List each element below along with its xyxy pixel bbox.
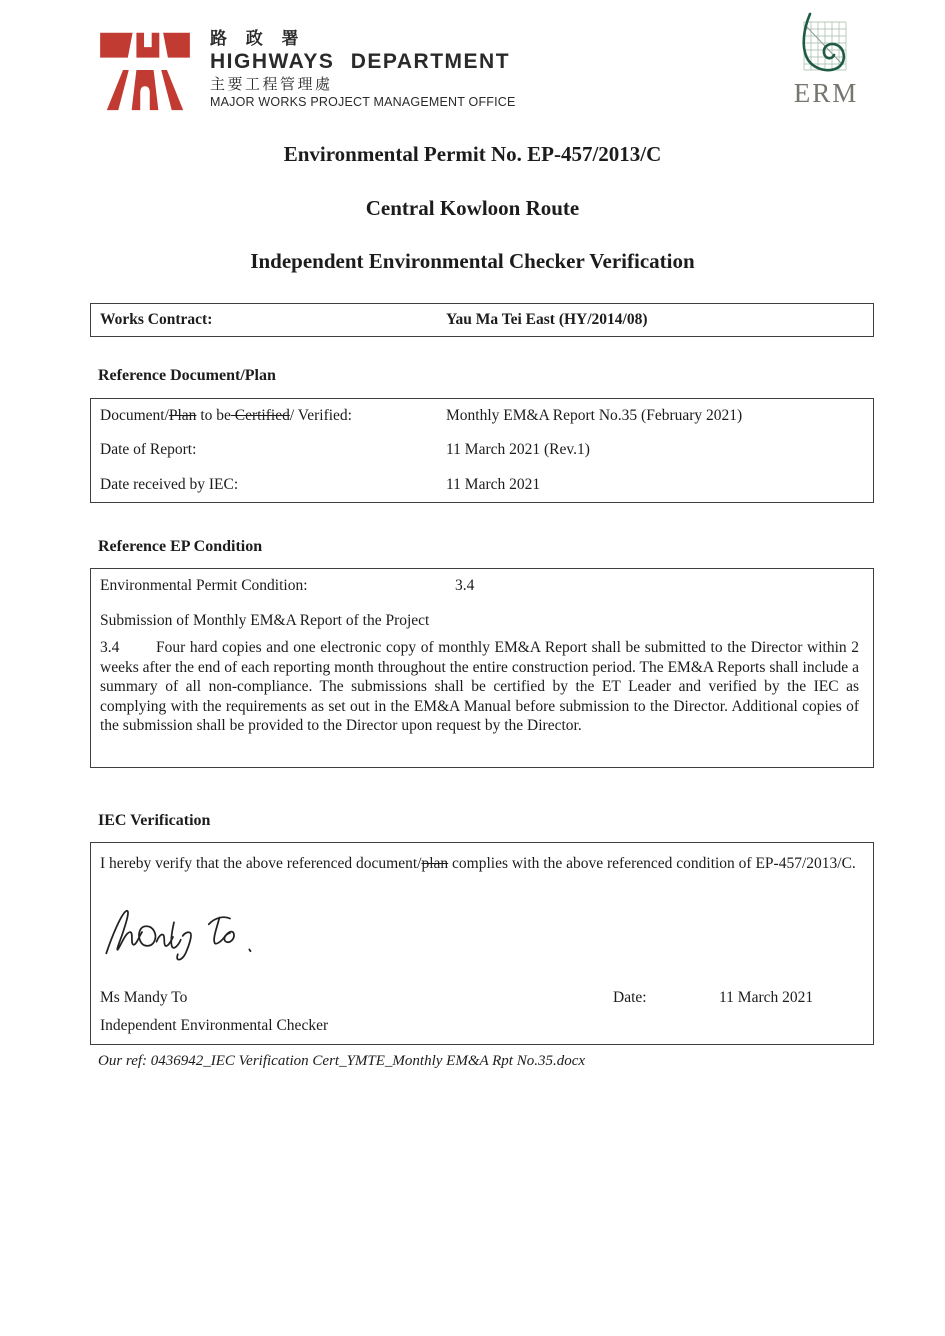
reference-ep-condition-heading: Reference EP Condition <box>98 538 263 555</box>
department-name-chinese: 路 政 署 <box>210 29 306 48</box>
struck-text-segment: Plan <box>168 407 197 425</box>
document-type-title: Independent Environmental Checker Verification <box>250 249 695 273</box>
permit-number-title: Environmental Permit No. EP-457/2013/C <box>283 142 662 166</box>
ep-condition-clause <box>100 638 859 736</box>
signature-image <box>101 905 273 963</box>
iec-verification-heading: IEC Verification <box>98 812 211 829</box>
signatory-role: Independent Environmental Checker <box>100 1017 329 1034</box>
text-segment: Document/ <box>100 407 169 425</box>
document-to-be-verified-label <box>100 407 352 425</box>
date-of-report-label: Date of Report: <box>100 441 197 459</box>
reference-document-table <box>90 398 874 503</box>
date-received-value: 11 March 2021 <box>446 475 541 493</box>
clause-number: 3.4 <box>100 639 120 656</box>
department-name-english: HIGHWAYS DEPARTMENT <box>210 50 511 73</box>
text-segment: to be <box>196 407 231 425</box>
works-contract-row <box>91 304 873 336</box>
text-segment: / Verified: <box>289 407 352 425</box>
ep-condition-subject: Submission of Monthly EM&A Report of the Project <box>100 612 430 629</box>
table-row <box>100 577 859 597</box>
header-department-text <box>210 29 516 111</box>
date-value: 11 March 2021 <box>719 989 814 1006</box>
office-name-chinese: 主要工程管理處 <box>210 76 333 93</box>
iec-verification-box <box>90 842 874 1045</box>
works-contract-value: Yau Ma Tei East (HY/2014/08) <box>446 311 648 328</box>
text-segment: I hereby verify that the above referenced document/ <box>100 855 422 872</box>
works-contract-label: Works Contract: <box>100 311 213 328</box>
date-label: Date: <box>613 989 647 1006</box>
highways-department-logo-icon <box>95 28 195 112</box>
signatory-name: Ms Mandy To <box>100 989 188 1006</box>
date-of-report-value: 11 March 2021 (Rev.1) <box>446 441 590 459</box>
document-to-be-verified-value: Monthly EM&A Report No.35 (February 2021) <box>446 407 743 425</box>
ep-condition-label: Environmental Permit Condition: <box>100 577 308 594</box>
ep-condition-table <box>90 568 874 768</box>
table-row <box>91 399 873 433</box>
table-row <box>91 468 873 502</box>
clause-text: Four hard copies and one electronic copy of monthly EM&A Report shall be submitted to the Director within 2 weeks after the end of each reporting month throughout the entire construction period. The EM&A Reports shall include a summary of all non-compliance. The submissions shall be certified by the ET Leader and verified by the IEC as complying with the requirements as set out in the EM&A Manual before submission to the Director. Additional copies of the submission shall be provided to the Director upon request by the Director. <box>100 639 859 735</box>
reference-document-heading: Reference Document/Plan <box>98 367 276 384</box>
erm-logo-icon <box>788 12 868 112</box>
verification-statement <box>100 854 859 874</box>
erm-logo-text: ERM <box>793 78 859 108</box>
table-row <box>91 433 873 467</box>
office-name-english: MAJOR WORKS PROJECT MANAGEMENT OFFICE <box>210 95 516 109</box>
date-received-label: Date received by IEC: <box>100 475 239 493</box>
project-title: Central Kowloon Route <box>365 196 580 220</box>
signatory-date-row <box>91 989 873 1011</box>
works-contract-table <box>90 303 874 337</box>
text-segment: complies with the above referenced condition of EP-457/2013/C. <box>448 855 856 872</box>
struck-text-segment: Certified <box>230 407 290 425</box>
struck-text-segment: plan <box>421 855 449 872</box>
ep-condition-value: 3.4 <box>455 577 475 594</box>
our-ref-line: Our ref: 0436942_IEC Verification Cert_YMTE_Monthly EM&A Rpt No.35.docx <box>98 1053 586 1069</box>
